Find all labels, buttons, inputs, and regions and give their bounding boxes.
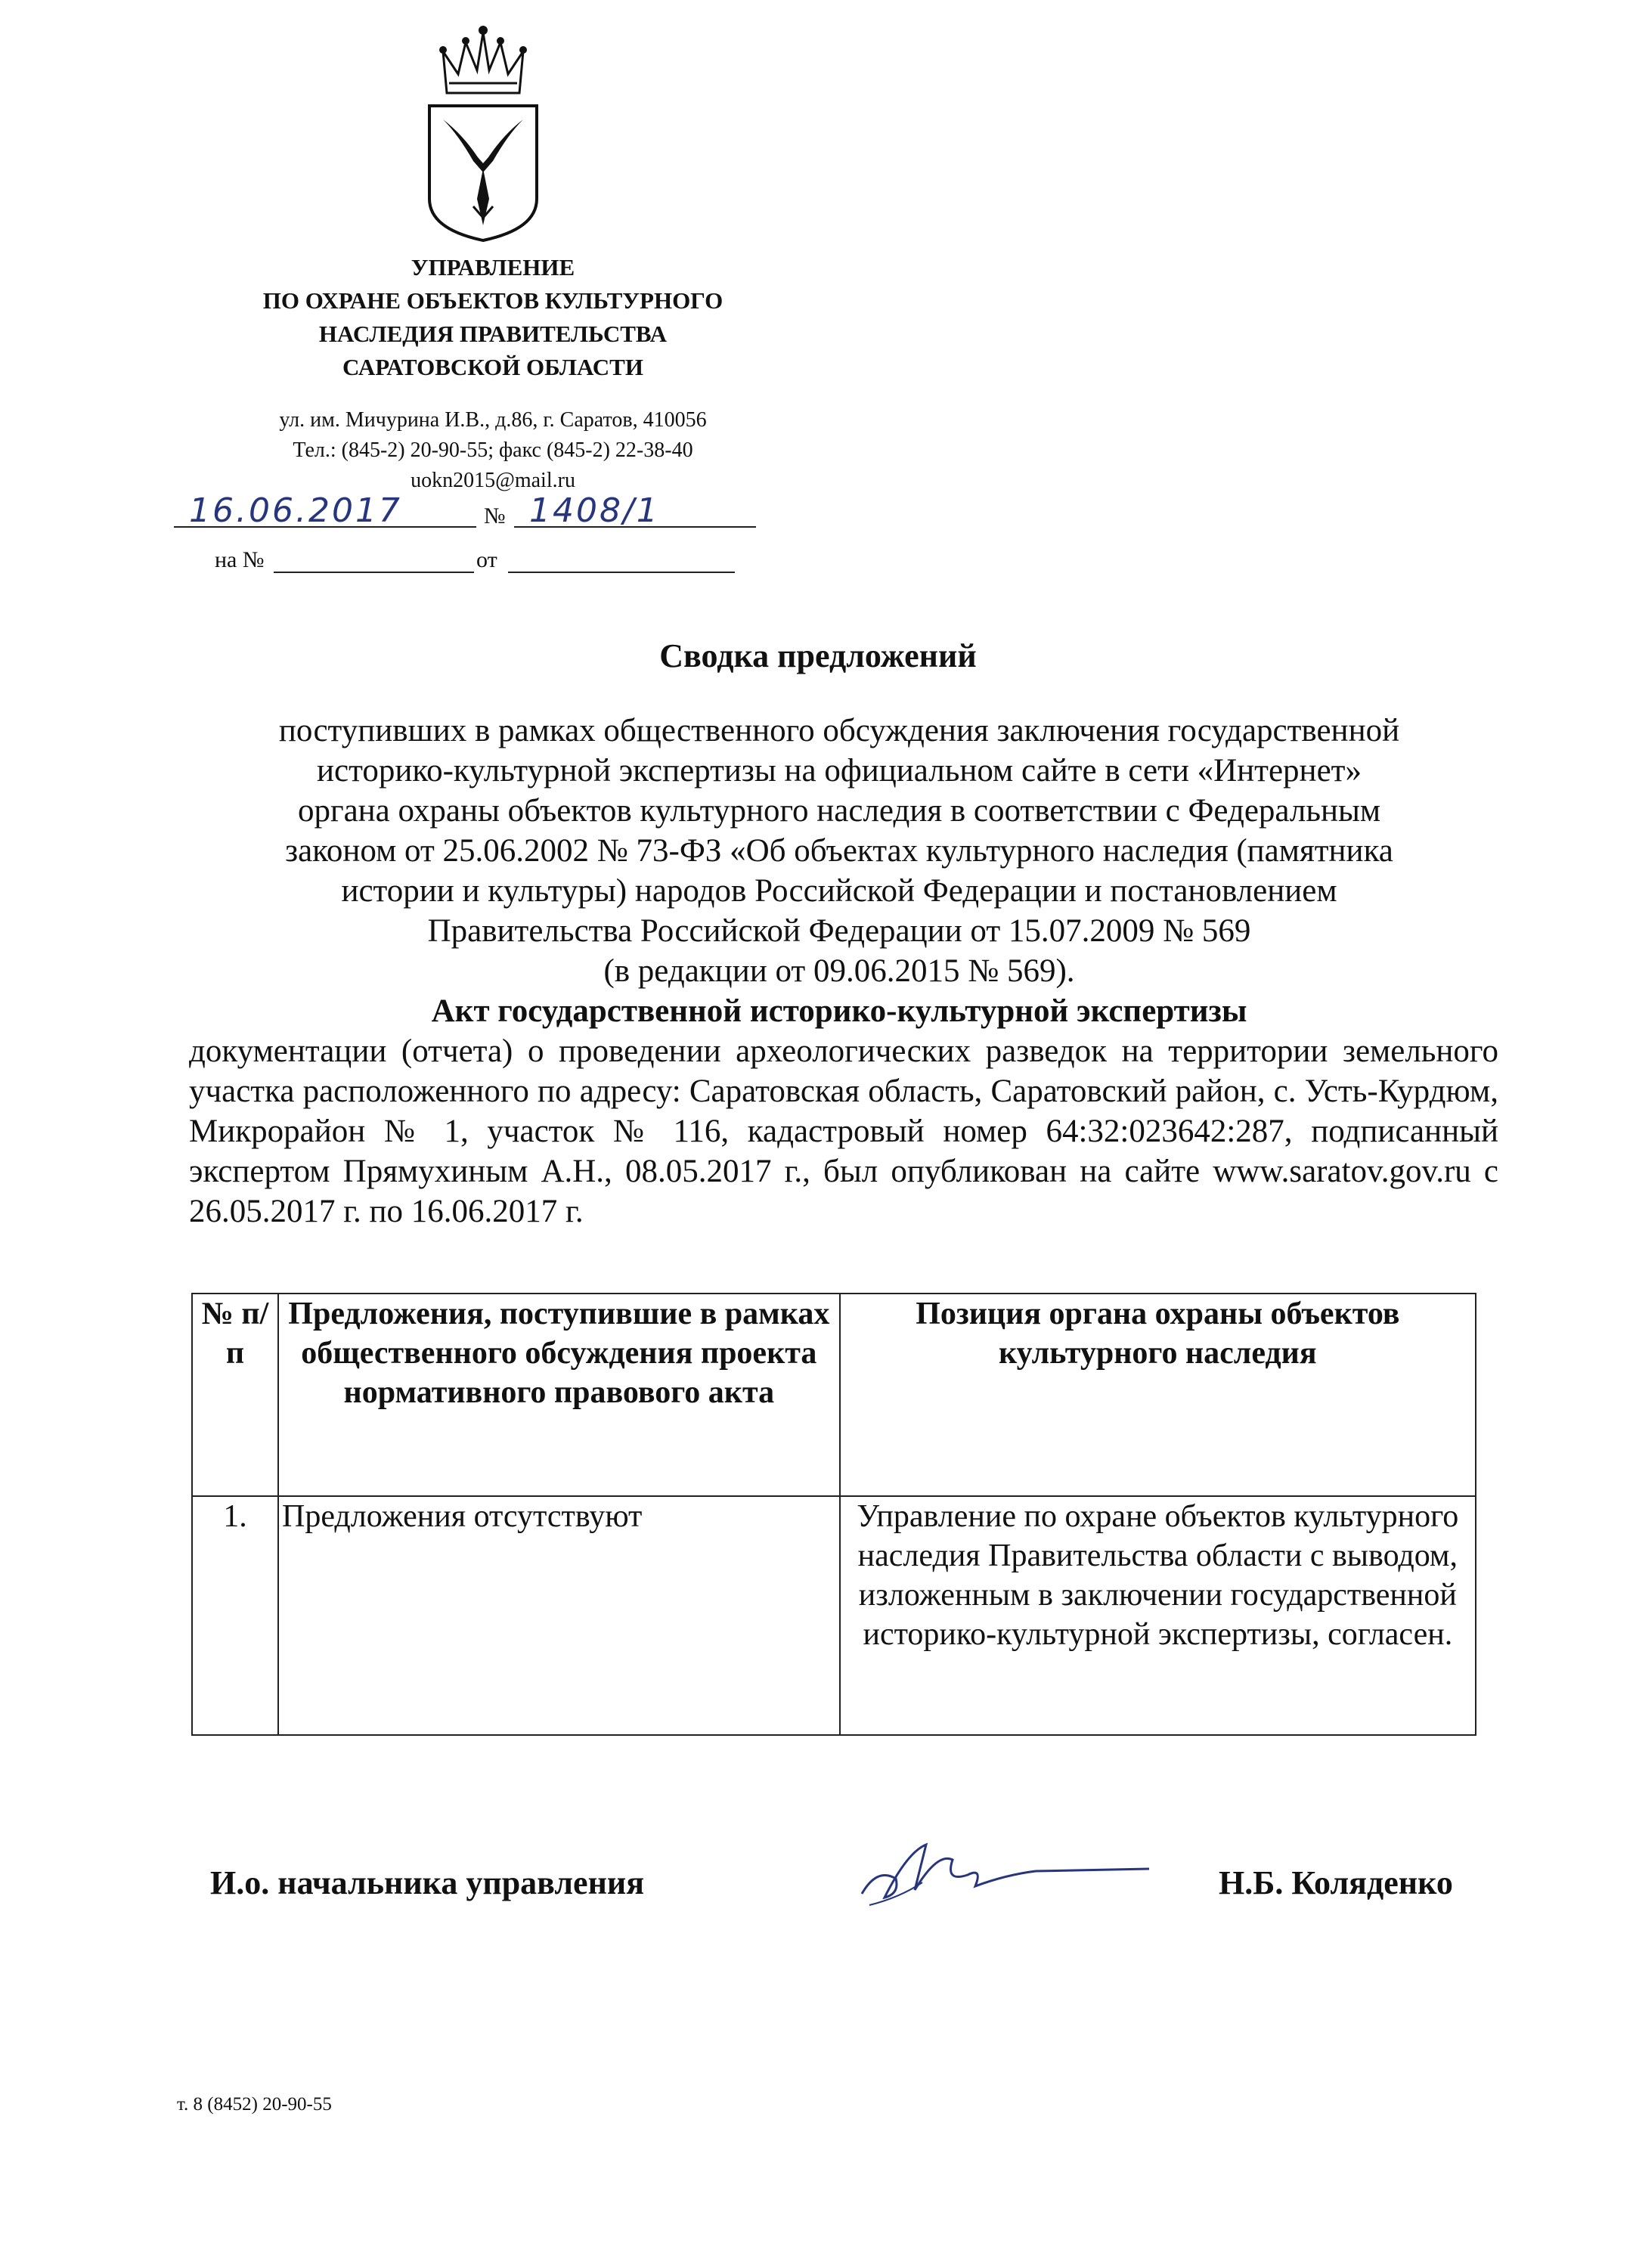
cell-number: 1. [192,1496,278,1735]
proposals-table [191,1293,1476,1736]
email: uokn2015@mail.ru [411,469,575,492]
intro-line: Правительства Российской Федерации от 15.07.2009 № 569 [427,913,1251,949]
org-line: НАСЛЕДИЯ ПРАВИТЕЛЬСТВА [318,321,668,347]
act-heading: Акт государственной историко-культурной экспертизы [431,993,1247,1029]
org-line: УПРАВЛЕНИЕ [411,254,575,280]
intro-line: органа охраны объектов культурного наследия в соответствии с Федеральным [297,793,1381,829]
cell-proposal: Предложения отсутствуют [278,1496,840,1735]
coat-of-arms-emblem [413,21,553,242]
incoming-number-label: на № [215,547,265,572]
phone-fax: Тел.: (845-2) 20-90-55; факс (845-2) 22-38-40 [293,438,693,462]
header-position: Позиция органа охраны объектов культурного наследия [840,1294,1476,1496]
intro-paragraph [174,711,1504,1031]
incoming-date-underline [508,572,735,573]
header-proposals: Предложения, поступившие в рамках общественного обсуждения проекта нормативного правового акта [278,1294,840,1496]
intro-line: поступивших в рамках общественного обсуждения заключения государственной [278,713,1400,748]
intro-line: историко-культурной экспертизы на официальном сайте в сети «Интернет» [317,753,1362,789]
incoming-date-label: от [476,547,497,572]
address: ул. им. Мичурина И.В., д.86, г. Саратов, 410056 [279,408,707,432]
document-title: Сводка предложений [659,637,977,674]
table-header-row [192,1294,1476,1496]
outgoing-date: 16.06.2017 [189,491,402,530]
header-number: № п/п [192,1294,278,1496]
organization-contacts [191,405,795,496]
cell-position: Управление по охране объектов культурного наследия Правительства области с выводом, изложенным в заключении государственной историко-культурной экспертизы, согласен. [840,1496,1476,1735]
org-line: САРАТОВСКОЙ ОБЛАСТИ [342,354,643,380]
intro-line: (в редакции от 09.06.2015 № 569). [603,953,1075,989]
signatory-name: Н.Б. Коляденко [1219,1864,1453,1901]
incoming-number-underline [274,572,474,573]
outgoing-number: 1408/1 [529,491,660,530]
organization-name [191,251,795,384]
act-body-paragraph: документации (отчета) о проведении археологических разведок на территории земельного участка расположенного по адресу: Саратовская область, Саратовский район, с. Усть-Курдюм, Микрорайон № 1, участок № 116, кадастровый номер 64:32:023642:287, подписанный экспертом Прямухиным А.Н., 08.05.2017 г., был опубликован на сайте www.saratov.gov.ru с 26.05.2017 г. по 16.06.2017 г. [189,1033,1498,1229]
table-row [192,1496,1476,1735]
intro-line: истории и культуры) народов Российской Федерации и постановлением [341,873,1337,909]
org-line: ПО ОХРАНЕ ОБЪЕКТОВ КУЛЬТУРНОГО [262,287,723,314]
signatory-title: И.о. начальника управления [210,1864,645,1901]
footer-phone: т. 8 (8452) 20-90-55 [177,2094,332,2115]
handwritten-signature [854,1822,1157,1913]
number-label: № [484,503,506,528]
intro-line: законом от 25.06.2002 № 73-ФЗ «Об объектах культурного наследия (памятника [285,833,1393,869]
